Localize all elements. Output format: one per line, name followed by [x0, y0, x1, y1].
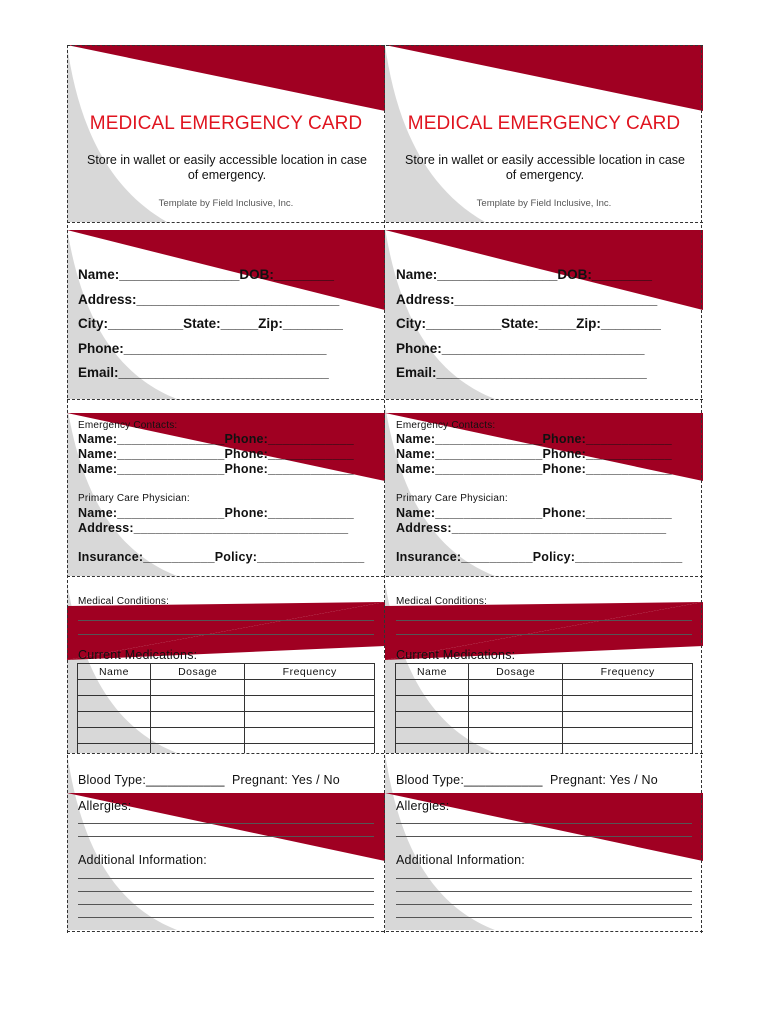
table-row	[396, 712, 693, 728]
contacts-card-left	[67, 399, 385, 576]
table-row	[396, 728, 693, 744]
contact-row[interactable]: Name:_______________Phone:____________	[78, 432, 354, 446]
medications-table	[395, 663, 693, 753]
allergies-line[interactable]	[396, 836, 692, 837]
card-subtitle: Store in wallet or easily accessible location in case of emergency.	[87, 153, 367, 182]
table-row	[396, 680, 693, 696]
conditions-line[interactable]	[78, 634, 374, 635]
cut-line-horizontal	[67, 576, 703, 577]
info-line[interactable]	[78, 878, 374, 879]
medication-frequency-header: Frequency	[245, 664, 375, 680]
conditions-line[interactable]	[396, 634, 692, 635]
allergies-line[interactable]	[78, 823, 374, 824]
table-row	[396, 744, 693, 754]
cut-line-horizontal	[67, 399, 703, 400]
table-row	[78, 680, 375, 696]
physician-heading: Primary Care Physician:	[78, 493, 190, 504]
medication-frequency-header: Frequency	[563, 664, 693, 680]
pregnant-field[interactable]: Pregnant: Yes / No	[550, 773, 658, 787]
contacts-card-right	[385, 399, 703, 576]
allergies-line[interactable]	[396, 823, 692, 824]
insurance-field[interactable]: Insurance:__________Policy:_______________	[396, 550, 683, 564]
cut-line-vertical	[67, 45, 68, 933]
address-field[interactable]: Address:___________________________	[78, 292, 340, 307]
blood-type-field[interactable]: Blood Type:___________	[78, 773, 225, 787]
cut-line-horizontal	[67, 45, 703, 46]
emergency-contacts-heading: Emergency Contacts:	[396, 420, 496, 431]
medication-name-header: Name	[78, 664, 151, 680]
info-line[interactable]	[396, 917, 692, 918]
contact-row[interactable]: Name:_______________Phone:____________	[78, 462, 354, 476]
allergies-line[interactable]	[78, 836, 374, 837]
cut-line-vertical	[701, 45, 702, 933]
table-row	[396, 696, 693, 712]
allergies-heading: Allergies:	[396, 799, 450, 813]
address-field[interactable]: Address:___________________________	[396, 292, 658, 307]
blood-type-field[interactable]: Blood Type:___________	[396, 773, 543, 787]
card-sheet	[67, 45, 703, 933]
medical-conditions-heading: Medical Conditions:	[396, 596, 488, 607]
contact-row[interactable]: Name:_______________Phone:____________	[396, 462, 672, 476]
card-title: MEDICAL EMERGENCY CARD	[407, 113, 681, 134]
medical-card-left	[67, 576, 385, 753]
allergies-heading: Allergies:	[78, 799, 132, 813]
phone-field[interactable]: Phone:___________________________	[78, 341, 327, 356]
cut-line-horizontal	[67, 222, 703, 223]
additional-info-heading: Additional Information:	[78, 853, 207, 867]
info-line[interactable]	[78, 891, 374, 892]
medication-name-header: Name	[396, 664, 469, 680]
city-state-zip-field[interactable]: City:__________State:_____Zip:________	[396, 316, 661, 331]
medication-dosage-header: Dosage	[150, 664, 245, 680]
physician-address-field[interactable]: Address:______________________________	[396, 521, 667, 535]
table-row	[78, 728, 375, 744]
table-row	[78, 712, 375, 728]
table-row	[78, 744, 375, 754]
template-credit: Template by Field Inclusive, Inc.	[158, 198, 294, 209]
insurance-field[interactable]: Insurance:__________Policy:_______________	[78, 550, 365, 564]
card-subtitle: Store in wallet or easily accessible location in case of emergency.	[405, 153, 685, 182]
contact-row[interactable]: Name:_______________Phone:____________	[396, 432, 672, 446]
current-medications-heading: Current Medications:	[396, 648, 516, 662]
cover-card-left	[67, 45, 385, 222]
name-dob-field[interactable]: Name:________________DOB:________	[396, 267, 652, 282]
medications-table	[77, 663, 375, 753]
info-line[interactable]	[396, 904, 692, 905]
info-line[interactable]	[78, 917, 374, 918]
table-row	[78, 696, 375, 712]
cut-line-horizontal	[67, 753, 703, 754]
cut-line-horizontal	[67, 931, 703, 932]
card-title: MEDICAL EMERGENCY CARD	[89, 113, 363, 134]
pregnant-field[interactable]: Pregnant: Yes / No	[232, 773, 340, 787]
info-line[interactable]	[396, 891, 692, 892]
email-field[interactable]: Email:____________________________	[396, 365, 647, 380]
physician-address-field[interactable]: Address:______________________________	[78, 521, 349, 535]
cover-card-right	[385, 45, 703, 222]
physician-name-field[interactable]: Name:_______________Phone:____________	[396, 506, 672, 520]
conditions-line[interactable]	[78, 620, 374, 621]
info-line[interactable]	[78, 904, 374, 905]
contact-row[interactable]: Name:_______________Phone:____________	[78, 447, 354, 461]
extra-card-right	[385, 753, 703, 930]
phone-field[interactable]: Phone:___________________________	[396, 341, 645, 356]
medical-card-right	[385, 576, 703, 753]
name-dob-field[interactable]: Name:________________DOB:________	[78, 267, 334, 282]
email-field[interactable]: Email:____________________________	[78, 365, 329, 380]
additional-info-heading: Additional Information:	[396, 853, 525, 867]
physician-heading: Primary Care Physician:	[396, 493, 508, 504]
personal-card-right	[385, 222, 703, 399]
medical-conditions-heading: Medical Conditions:	[78, 596, 170, 607]
personal-card-left	[67, 222, 385, 399]
current-medications-heading: Current Medications:	[78, 648, 198, 662]
template-credit: Template by Field Inclusive, Inc.	[476, 198, 612, 209]
cut-line-vertical	[384, 45, 385, 933]
conditions-line[interactable]	[396, 620, 692, 621]
info-line[interactable]	[396, 878, 692, 879]
medication-dosage-header: Dosage	[468, 664, 563, 680]
extra-card-left	[67, 753, 385, 930]
contact-row[interactable]: Name:_______________Phone:____________	[396, 447, 672, 461]
emergency-contacts-heading: Emergency Contacts:	[78, 420, 178, 431]
physician-name-field[interactable]: Name:_______________Phone:____________	[78, 506, 354, 520]
city-state-zip-field[interactable]: City:__________State:_____Zip:________	[78, 316, 343, 331]
